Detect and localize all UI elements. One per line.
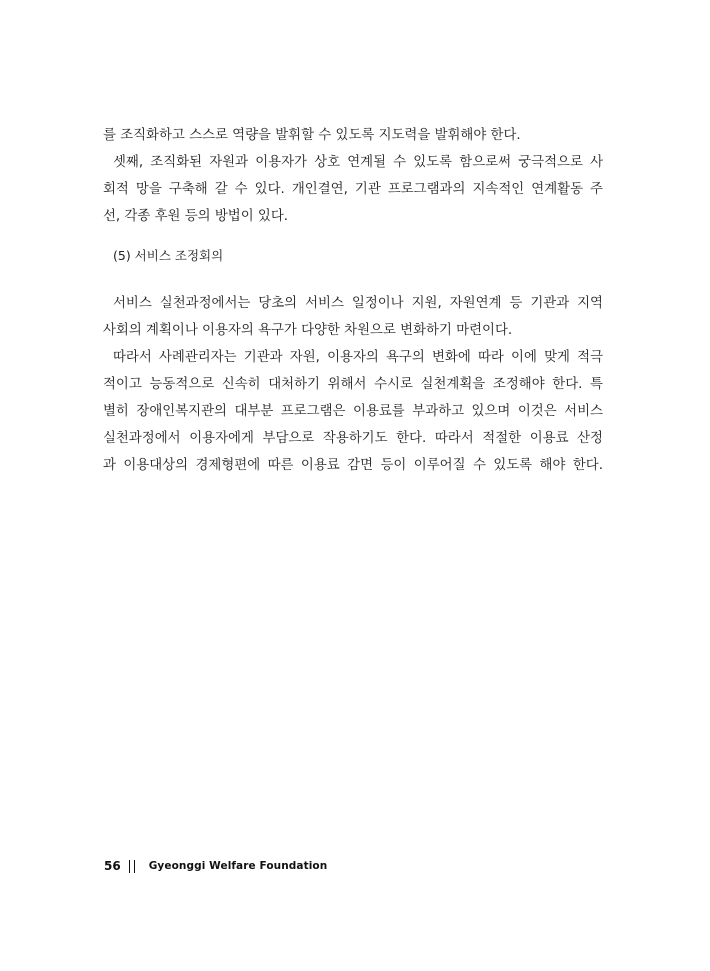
page-number: 56 [104, 859, 121, 873]
footer-divider [129, 860, 135, 873]
text-line: 실천과정에서 이용자에게 부담으로 작용하기도 한다. 따라서 적절한 이용료 산정 [103, 431, 603, 446]
paragraph-block-2 [103, 290, 603, 479]
text-line: 를 조직화하고 스스로 역량을 발휘할 수 있도록 지도력을 발휘해야 한다. [103, 128, 521, 143]
text-line: 서비스 실천과정에서는 당초의 서비스 일정이나 지원, 자원연계 등 기관과 지역 [113, 296, 603, 311]
paragraph-block-1 [103, 122, 603, 230]
text-line: 셋째, 조직화된 자원과 이용자가 상호 연계될 수 있도록 함으로써 궁극적으로 사 [113, 155, 603, 170]
text-line: 별히 장애인복지관의 대부분 프로그램은 이용료를 부과하고 있으며 이것은 서비스 [103, 404, 603, 419]
text-line: 선, 각종 후원 등의 방법이 있다. [103, 209, 289, 224]
text-line: 적이고 능동적으로 신속히 대처하기 위해서 수시로 실천계획을 조정해야 한다. 특 [103, 377, 603, 392]
page-footer [104, 856, 327, 876]
text-line: 사회의 계획이나 이용자의 욕구가 다양한 차원으로 변화하기 마련이다. [103, 323, 513, 338]
section-heading: (5) 서비스 조정회의 [113, 248, 224, 263]
text-line: 과 이용대상의 경제형편에 따른 이용료 감면 등이 이루어질 수 있도록 해야 한다. [103, 458, 603, 473]
footer-organization: Gyeonggi Welfare Foundation [148, 860, 328, 872]
text-line: 회적 망을 구축해 갈 수 있다. 개인결연, 기관 프로그램과의 지속적인 연계활동 주 [103, 182, 603, 197]
text-line: 따라서 사례관리자는 기관과 자원, 이용자의 욕구의 변화에 따라 이에 맞게 적극 [113, 350, 603, 365]
